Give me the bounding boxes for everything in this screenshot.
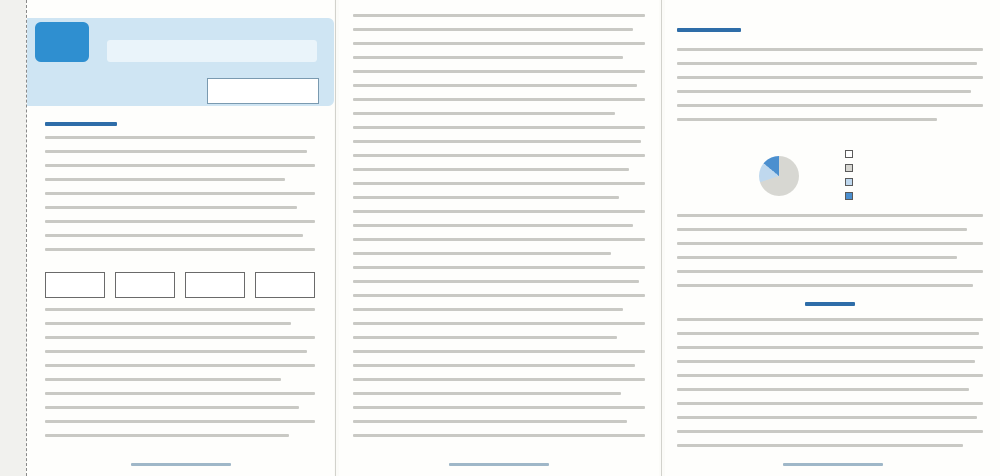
character-box [45, 272, 105, 298]
question-line [45, 150, 307, 153]
character-box [255, 272, 315, 298]
question-line [45, 206, 297, 209]
question-line [353, 350, 645, 353]
question-line [45, 322, 291, 325]
question-line [45, 220, 315, 223]
character-box [115, 272, 175, 298]
section-heading [805, 302, 855, 306]
question-line [353, 168, 629, 171]
character-box [185, 272, 245, 298]
question-line [353, 154, 645, 157]
section-heading [45, 122, 117, 126]
question-line [45, 234, 303, 237]
question-line [353, 308, 623, 311]
question-line [45, 336, 315, 339]
passage-line [677, 76, 983, 79]
question-line [353, 322, 645, 325]
question-line [45, 350, 307, 353]
legend-swatch [845, 150, 853, 158]
question-line [45, 406, 299, 409]
question-line [353, 224, 633, 227]
pie-chart [753, 148, 953, 204]
page-divider [335, 0, 336, 476]
question-line [353, 84, 637, 87]
legend-swatch [845, 178, 853, 186]
passage-line [677, 90, 971, 93]
unit-badge [35, 22, 89, 62]
legend-swatch [845, 164, 853, 172]
question-line [677, 228, 967, 231]
passage-line [677, 430, 983, 433]
passage-line [677, 360, 975, 363]
passage-line [677, 416, 977, 419]
question-line [353, 364, 635, 367]
passage-line [677, 374, 983, 377]
pie-slices [759, 156, 799, 196]
question-line [353, 182, 645, 185]
question-line [353, 280, 639, 283]
page-divider [661, 0, 662, 476]
question-line [677, 270, 983, 273]
passage-line [677, 318, 983, 321]
question-line [353, 252, 611, 255]
question-line [45, 420, 315, 423]
question-line [353, 112, 615, 115]
question-line [45, 248, 315, 251]
question-line [45, 392, 315, 395]
question-line [353, 42, 645, 45]
passage-line [677, 444, 963, 447]
passage-line [677, 332, 979, 335]
section-heading [677, 28, 741, 32]
page-header [27, 18, 334, 106]
page-footer [783, 463, 883, 466]
question-line [353, 378, 645, 381]
question-line [45, 308, 315, 311]
question-line [353, 28, 633, 31]
passage-line [677, 62, 977, 65]
score-box [207, 78, 319, 104]
binding-margin [0, 0, 26, 476]
question-line [353, 238, 645, 241]
question-line [677, 214, 983, 217]
question-line [45, 136, 315, 139]
passage-line [677, 118, 937, 121]
question-line [353, 294, 645, 297]
question-line [45, 364, 315, 367]
passage-line [677, 104, 983, 107]
question-line [677, 242, 983, 245]
legend-swatch [845, 192, 853, 200]
exam-page-3 [665, 0, 1000, 476]
question-line [353, 406, 645, 409]
question-line [353, 392, 621, 395]
question-line [353, 434, 645, 437]
character-boxes [45, 272, 315, 296]
page-title [107, 40, 317, 62]
question-line [353, 126, 645, 129]
passage-line [677, 402, 983, 405]
question-line [677, 284, 973, 287]
question-line [45, 178, 285, 181]
question-line [353, 98, 645, 101]
question-line [353, 196, 619, 199]
page-footer [131, 463, 231, 466]
question-line [353, 140, 641, 143]
question-line [45, 434, 289, 437]
exam-page-2 [339, 0, 659, 476]
passage-line [677, 388, 969, 391]
passage-line [677, 48, 983, 51]
passage-line [677, 346, 983, 349]
question-line [353, 70, 645, 73]
exam-page-1 [27, 0, 334, 476]
question-line [353, 210, 645, 213]
question-line [353, 14, 645, 17]
question-line [677, 256, 957, 259]
page-footer [449, 463, 549, 466]
question-line [45, 192, 315, 195]
question-line [45, 164, 315, 167]
question-line [353, 420, 627, 423]
question-line [353, 56, 623, 59]
question-line [353, 336, 617, 339]
question-line [45, 378, 281, 381]
question-line [353, 266, 645, 269]
